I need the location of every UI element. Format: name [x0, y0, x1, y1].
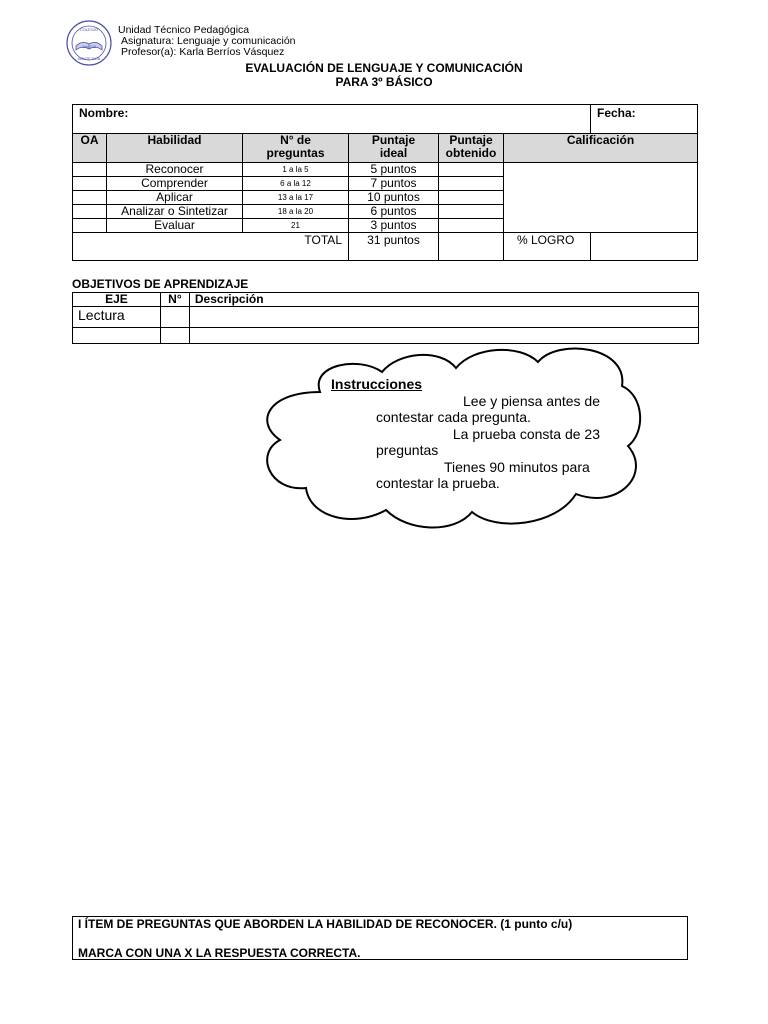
document-header: [118, 25, 296, 58]
habilidad-cell: Reconocer: [107, 163, 243, 177]
total-label: TOTAL: [73, 233, 349, 261]
instruction-line: La prueba consta de 23: [452, 425, 600, 442]
school-logo: [66, 20, 112, 66]
puntaje-cell: 6 puntos: [349, 205, 439, 219]
nombre-label: Nombre:: [79, 106, 129, 120]
fecha-field[interactable]: [591, 105, 698, 134]
preguntas-cell: 6 a la 12: [243, 177, 349, 191]
obtenido-cell[interactable]: [439, 205, 504, 219]
preguntas-cell: 13 a la 17: [243, 191, 349, 205]
col-obtenido-line2: obtenido: [445, 146, 497, 160]
oa-cell[interactable]: [73, 163, 107, 177]
total-obtenido-cell[interactable]: [439, 233, 504, 261]
obtenido-cell[interactable]: [439, 177, 504, 191]
section-instruction: MARCA CON UNA X LA RESPUESTA CORRECTA.: [78, 946, 361, 960]
col-oa: OA: [73, 134, 107, 163]
obtenido-cell[interactable]: [439, 191, 504, 205]
col-preguntas: [243, 134, 349, 163]
unit-label: Unidad Técnico Pedagógica: [118, 24, 250, 36]
habilidad-cell: Comprender: [107, 177, 243, 191]
objectives-title: OBJETIVOS DE APRENDIZAJE: [72, 277, 249, 291]
col-puntaje-obtenido: [439, 134, 504, 163]
section-header-box: [72, 916, 688, 960]
col-ideal-line1: Puntaje: [371, 133, 416, 147]
col-ideal-line2: ideal: [379, 146, 408, 160]
preguntas-cell: 18 a la 20: [243, 205, 349, 219]
col-numero: N°: [160, 293, 189, 307]
col-puntaje-ideal: [349, 134, 439, 163]
col-preguntas-line2: preguntas: [266, 146, 325, 160]
obtenido-cell[interactable]: [439, 163, 504, 177]
oa-cell[interactable]: [73, 219, 107, 233]
preguntas-cell: 21: [243, 219, 349, 233]
calificacion-cell[interactable]: [504, 163, 698, 233]
numero-cell[interactable]: [160, 328, 189, 344]
document-title-line1: EVALUACIÓN DE LENGUAJE Y COMUNICACIÓN: [245, 61, 523, 75]
oa-cell[interactable]: [73, 191, 107, 205]
oa-cell[interactable]: [73, 205, 107, 219]
puntaje-cell: 10 puntos: [349, 191, 439, 205]
section-title: I ÍTEM DE PREGUNTAS QUE ABORDEN LA HABILIDAD DE RECONOCER. (1 punto c/u): [78, 917, 573, 931]
subject-label: Asignatura: Lenguaje y comunicación: [121, 35, 296, 47]
col-eje: EJE: [73, 293, 161, 307]
obtenido-cell[interactable]: [439, 219, 504, 233]
instruction-line: contestar cada pregunta.: [376, 409, 531, 425]
numero-cell[interactable]: [160, 307, 189, 328]
table-row: [73, 307, 699, 328]
descripcion-cell[interactable]: [189, 307, 698, 328]
teacher-label: Profesor(a): Karla Berríos Vásquez: [121, 46, 285, 58]
table-row: [73, 163, 698, 177]
oa-cell[interactable]: [73, 177, 107, 191]
eje-cell: Lectura: [73, 307, 161, 328]
fecha-label: Fecha:: [597, 106, 636, 120]
col-preguntas-line1: N° de: [280, 133, 311, 147]
habilidad-cell: Aplicar: [107, 191, 243, 205]
nombre-field[interactable]: [73, 105, 591, 134]
document-title-line2: PARA 3º BÁSICO: [335, 75, 433, 89]
col-habilidad: Habilidad: [107, 134, 243, 163]
total-value: 31 puntos: [349, 233, 439, 261]
instruction-line: preguntas: [376, 442, 439, 458]
eje-cell[interactable]: [73, 328, 161, 344]
score-table: [72, 104, 698, 261]
logo-book-text: Juan 3:16: [81, 45, 97, 49]
logo-text-top: COLEGIO: [79, 27, 99, 32]
preguntas-cell: 1 a la 5: [243, 163, 349, 177]
logo-text-bottom: MONTE SION: [77, 57, 101, 61]
col-calificacion: Calificación: [504, 134, 698, 163]
instructions-title: Instrucciones: [331, 376, 423, 392]
total-row: [73, 233, 698, 261]
puntaje-cell: 7 puntos: [349, 177, 439, 191]
instruction-line: Lee y piensa antes de: [463, 392, 600, 409]
puntaje-cell: 5 puntos: [349, 163, 439, 177]
instruction-line: contestar la prueba.: [376, 475, 500, 491]
logro-label: % LOGRO: [504, 233, 591, 261]
logro-cell[interactable]: [591, 233, 698, 261]
habilidad-cell: Evaluar: [107, 219, 243, 233]
instruction-line: Tienes 90 minutos para: [444, 458, 590, 475]
col-obtenido-line1: Puntaje: [449, 133, 493, 147]
objectives-table: [72, 292, 699, 344]
puntaje-cell: 3 puntos: [349, 219, 439, 233]
habilidad-cell: Analizar o Sintetizar: [107, 205, 243, 219]
instructions-text: [331, 376, 600, 505]
col-descripcion: Descripción: [189, 293, 698, 307]
